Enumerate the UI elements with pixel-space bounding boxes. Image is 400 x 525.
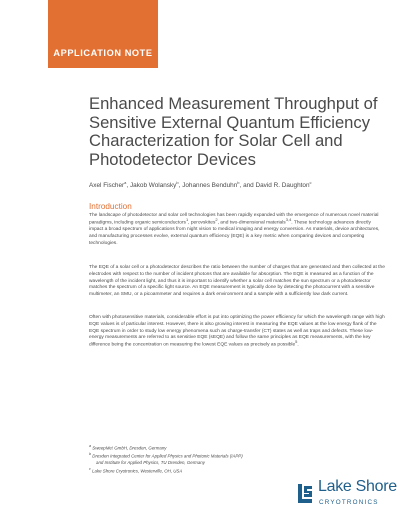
affiliation-mark: b	[237, 179, 240, 185]
application-note-banner	[48, 0, 158, 68]
footnote-c: $^c$ Lake Shore Cryotronics, Westerville, OH, USA	[89, 466, 183, 474]
footnote-a: $^a$ SweepMe! GmbH, Dresden, Germany	[89, 444, 167, 451]
lake-shore-logo	[296, 478, 396, 518]
affiliation-mark: a	[124, 179, 127, 185]
document-title: Enhanced Measurement Throughput of Sensitive External Quantum Efficiency Characterization for Solar Cell and Photodetector Devices	[89, 94, 378, 169]
author-name: Johannes Benduhn	[182, 182, 238, 189]
citation: 1	[185, 216, 189, 222]
author-name: and David R. Daughton	[243, 182, 310, 189]
intro-paragraph-2: The EQE of a solar cell or a photodetector describes the ratio between the number of charges that are generated and then collected at the electrodes with respect to the number of incident photons that are available for absorption. The EQE is measured as a function of the wavelength of the incident light, and thus it is important to identify whether a solar cell matches the sun spectrum or a photodetector matches the spectrum of a specific light source. An EQE measurement is typically done by detecting the photocurrent with a sensitive multimeter, an SMU, or a picoammeter and requires a dark environment and a sample with a sufficiently low dark current.	[89, 265, 385, 298]
author-list: Axel Fischer$^a$, Jakob Wolansky$^b$, Johannes Benduhn$^b$, and David R. Daughton$^c$	[89, 179, 312, 189]
footnote-b-continued: and Institute for Applied Physics, TU Dresden, Germany	[96, 459, 205, 465]
footnote-b: $^b$ Dresden Integrated Center for Applied Physics and Photonic Materials (IAPP)	[89, 452, 243, 459]
citation: 3,4	[285, 216, 292, 222]
logo-subtitle: CRYOTRONICS	[319, 499, 379, 506]
affiliation-mark: c	[309, 179, 312, 185]
author-name: Axel Fischer	[89, 182, 125, 189]
affiliation-mark: b	[176, 179, 179, 185]
citation: 5	[295, 339, 298, 345]
logo-name: Lake Shore	[318, 478, 397, 495]
introduction-heading: Introduction	[89, 202, 132, 211]
citation: 2	[215, 216, 218, 222]
intro-paragraph-3: Often with photosensitive materials, considerable effort is put into optimizing the power efficiency for which the wavelength range with high EQE values is of particular interest. However, there is also growing interest in measuring the EQE values at the low energy flank of the EQE spectrum in order to study low energy phenomena such as charge-transfer (CT) states as well as traps and defects. These low-energy measurements are referred to as sensitive EQE (sEQE) and follow the same principles as EQE measurements, with the key difference being the concentration on measuring the lowest EQE values as precisely as possible$^5$.	[89, 315, 385, 348]
banner-label: APPLICATION NOTE	[53, 48, 153, 58]
lake-shore-logo-mark-icon	[296, 482, 314, 506]
intro-paragraph-1: The landscape of photodetector and solar cell technologies has been rapidly expanded with the emergence of numerous novel material paradigms, including organic semiconductors$^1$, perovskites$^2$, and two-dimensional materials$^{3,4}$. These technology advances directly impact a broad spectrum of applications from night vision to medical imaging and energy conversion. As materials, device architectures, and manufacturing processes evolve, external quantum efficiency (EQE) is a key metric when comparing devices and competing technologies.	[89, 213, 380, 246]
author-name: Jakob Wolansky	[129, 182, 177, 189]
affiliation-footnotes	[89, 443, 349, 474]
